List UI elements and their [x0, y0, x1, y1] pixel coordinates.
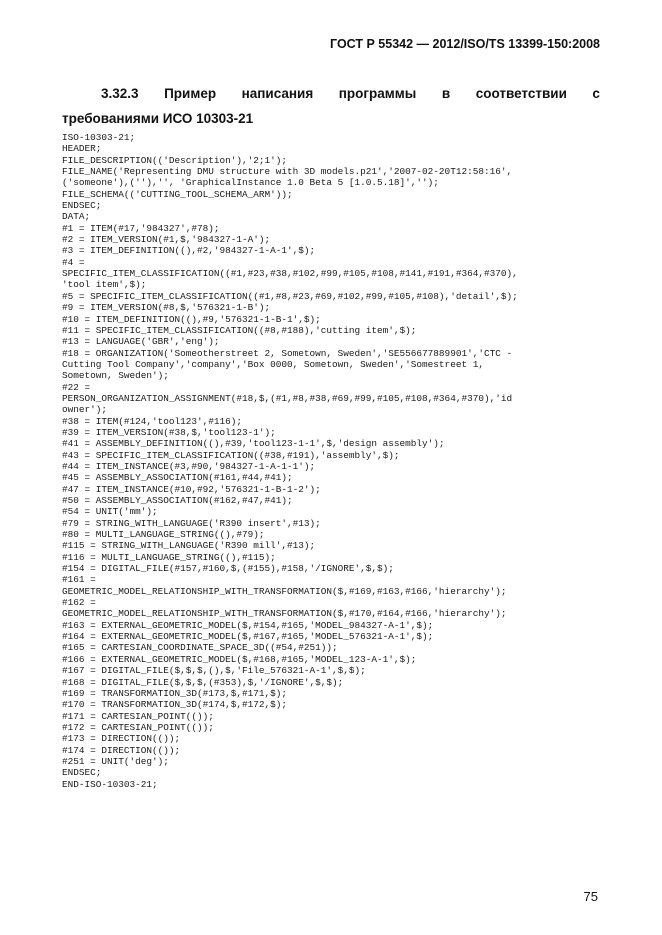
section-heading-continuation: требованиями ИСО 10303-21: [62, 111, 254, 126]
code-line: #115 = STRING_WITH_LANGUAGE('R390 mill',#13);: [62, 540, 316, 552]
code-line: #1 = ITEM(#17,'984327',#78);: [62, 222, 220, 234]
code-line: #166 = EXTERNAL_GEOMETRIC_MODEL($,#168,#165,'MODEL_123-A-1',$);: [62, 653, 417, 665]
code-line: #39 = ITEM_VERSION(#38,$,'tool123-1');: [62, 426, 276, 438]
heading-word: программы: [338, 86, 417, 101]
code-line: PERSON_ORGANIZATION_ASSIGNMENT(#18,$,(#1,#8,#38,#69,#99,#105,#108,#364,#370),'id: [62, 392, 513, 404]
code-line: #54 = UNIT('mm');: [62, 506, 158, 518]
code-line: #2 = ITEM_VERSION(#1,$,'984327-1-A');: [62, 234, 271, 246]
code-line: #4 =: [62, 256, 85, 268]
code-line: #173 = DIRECTION(());: [62, 733, 181, 745]
heading-word: с: [592, 86, 600, 101]
code-line: #167 = DIGITAL_FILE($,$,$,(),$,'File_576321-A-1',$,$);: [62, 665, 366, 677]
code-line: #161 =: [62, 574, 96, 586]
code-line: #11 = SPECIFIC_ITEM_CLASSIFICATION((#8,#188),'cutting item',$);: [62, 324, 417, 336]
code-line: #44 = ITEM_INSTANCE(#3,#90,'984327-1-A-1-1');: [62, 460, 316, 472]
code-line: #174 = DIRECTION(());: [62, 744, 181, 756]
code-line: END-ISO-10303-21;: [62, 778, 158, 790]
code-line: Sometown, Sweden');: [62, 370, 169, 382]
heading-word: Пример: [164, 86, 217, 101]
code-line: #165 = CARTESIAN_COORDINATE_SPACE_3D((#54,#251));: [62, 642, 338, 654]
page-number: 75: [583, 889, 598, 904]
code-line: #116 = MULTI_LANGUAGE_STRING((),#115);: [62, 551, 276, 563]
code-line: #172 = CARTESIAN_POINT(());: [62, 721, 214, 733]
code-line: 'tool item',$);: [62, 279, 147, 291]
code-line: owner');: [62, 404, 108, 416]
section-number: 3.32.3: [101, 86, 139, 101]
code-line: #164 = EXTERNAL_GEOMETRIC_MODEL($,#167,#165,'MODEL_576321-A-1',$);: [62, 631, 434, 643]
code-line: #22 =: [62, 381, 91, 393]
code-line: SPECIFIC_ITEM_CLASSIFICATION((#1,#23,#38,#102,#99,#105,#108,#141,#191,#364,#370),: [62, 268, 518, 280]
code-line: #251 = UNIT('deg');: [62, 755, 169, 767]
code-line: #80 = MULTI_LANGUAGE_STRING((),#79);: [62, 529, 265, 541]
code-line: #43 = SPECIFIC_ITEM_CLASSIFICATION((#38,#191),'assembly',$);: [62, 449, 400, 461]
standard-header: ГОСТ Р 55342 — 2012/ISO/TS 13399-150:2008: [330, 37, 600, 51]
code-line: GEOMETRIC_MODEL_RELATIONSHIP_WITH_TRANSFORMATION($,#170,#164,#166,'hierarchy');: [62, 608, 507, 620]
code-line: #5 = SPECIFIC_ITEM_CLASSIFICATION((#1,#8,#23,#69,#102,#99,#105,#108),'detail',$);: [62, 290, 518, 302]
code-line: #79 = STRING_WITH_LANGUAGE('R390 insert',#13);: [62, 517, 321, 529]
code-line: #169 = TRANSFORMATION_3D(#173,$,#171,$);: [62, 687, 288, 699]
code-line: ISO-10303-21;: [62, 132, 136, 143]
code-line: #10 = ITEM_DEFINITION((),#9,'576321-1-B-1',$);: [62, 313, 321, 325]
code-line: #170 = TRANSFORMATION_3D(#174,$,#172,$);: [62, 699, 288, 711]
code-line: FILE_DESCRIPTION(('Description'),'2;1');: [62, 154, 288, 166]
code-line: HEADER;: [62, 143, 102, 155]
code-line: ENDSEC;: [62, 200, 102, 212]
code-line: #171 = CARTESIAN_POINT(());: [62, 710, 214, 722]
code-line: #41 = ASSEMBLY_DEFINITION((),#39,'tool123-1-1',$,'design assembly');: [62, 438, 445, 450]
code-line: #47 = ITEM_INSTANCE(#10,#92,'576321-1-B-1-2');: [62, 483, 321, 495]
heading-word: в: [441, 86, 451, 101]
code-line: FILE_NAME('Representing DMU structure with 3D models.p21','2007-02-20T12:58:16',: [62, 166, 513, 178]
code-line: #50 = ASSEMBLY_ASSOCIATION(#162,#47,#41);: [62, 495, 293, 506]
code-line: #3 = ITEM_DEFINITION((),#2,'984327-1-A-1',$);: [62, 245, 316, 257]
code-line: Cutting Tool Company','company','Box 0000, Sometown, Sweden','Somestreet 1,: [62, 358, 484, 370]
code-line: #45 = ASSEMBLY_ASSOCIATION(#161,#44,#41);: [62, 472, 293, 484]
code-line: #38 = ITEM(#124,'tool123',#116);: [62, 415, 243, 427]
heading-word: написания: [241, 86, 314, 101]
code-line: #13 = LANGUAGE('GBR','eng');: [62, 336, 220, 348]
code-line: #18 = ORGANIZATION('Someotherstreet 2, Sometown, Sweden','SE556677889901','CTC -: [62, 347, 513, 359]
code-line: GEOMETRIC_MODEL_RELATIONSHIP_WITH_TRANSFORMATION($,#169,#163,#166,'hierarchy');: [62, 585, 507, 597]
code-line: #163 = EXTERNAL_GEOMETRIC_MODEL($,#154,#165,'MODEL_984327-A-1',$);: [62, 619, 434, 631]
code-line: #162 =: [62, 597, 96, 609]
code-line: ('someone'),(''),'', 'GraphicalInstance 1.0 Beta 5 [1.0.5.18]','');: [62, 177, 439, 189]
step-file-listing: [62, 132, 607, 790]
code-line: #154 = DIGITAL_FILE(#157,#160,$,(#155),#158,'/IGNORE',$,$);: [62, 563, 394, 575]
code-line: FILE_SCHEMA(('CUTTING_TOOL_SCHEMA_ARM'));: [62, 188, 293, 200]
code-line: #168 = DIGITAL_FILE($,$,$,(#353),$,'/IGNORE',$,$);: [62, 676, 344, 688]
heading-word: соответствии: [475, 86, 567, 101]
section-heading: [101, 86, 600, 101]
code-line: #9 = ITEM_VERSION(#8,$,'576321-1-B');: [62, 302, 271, 314]
code-line: DATA;: [62, 211, 91, 223]
code-line: ENDSEC;: [62, 767, 102, 779]
